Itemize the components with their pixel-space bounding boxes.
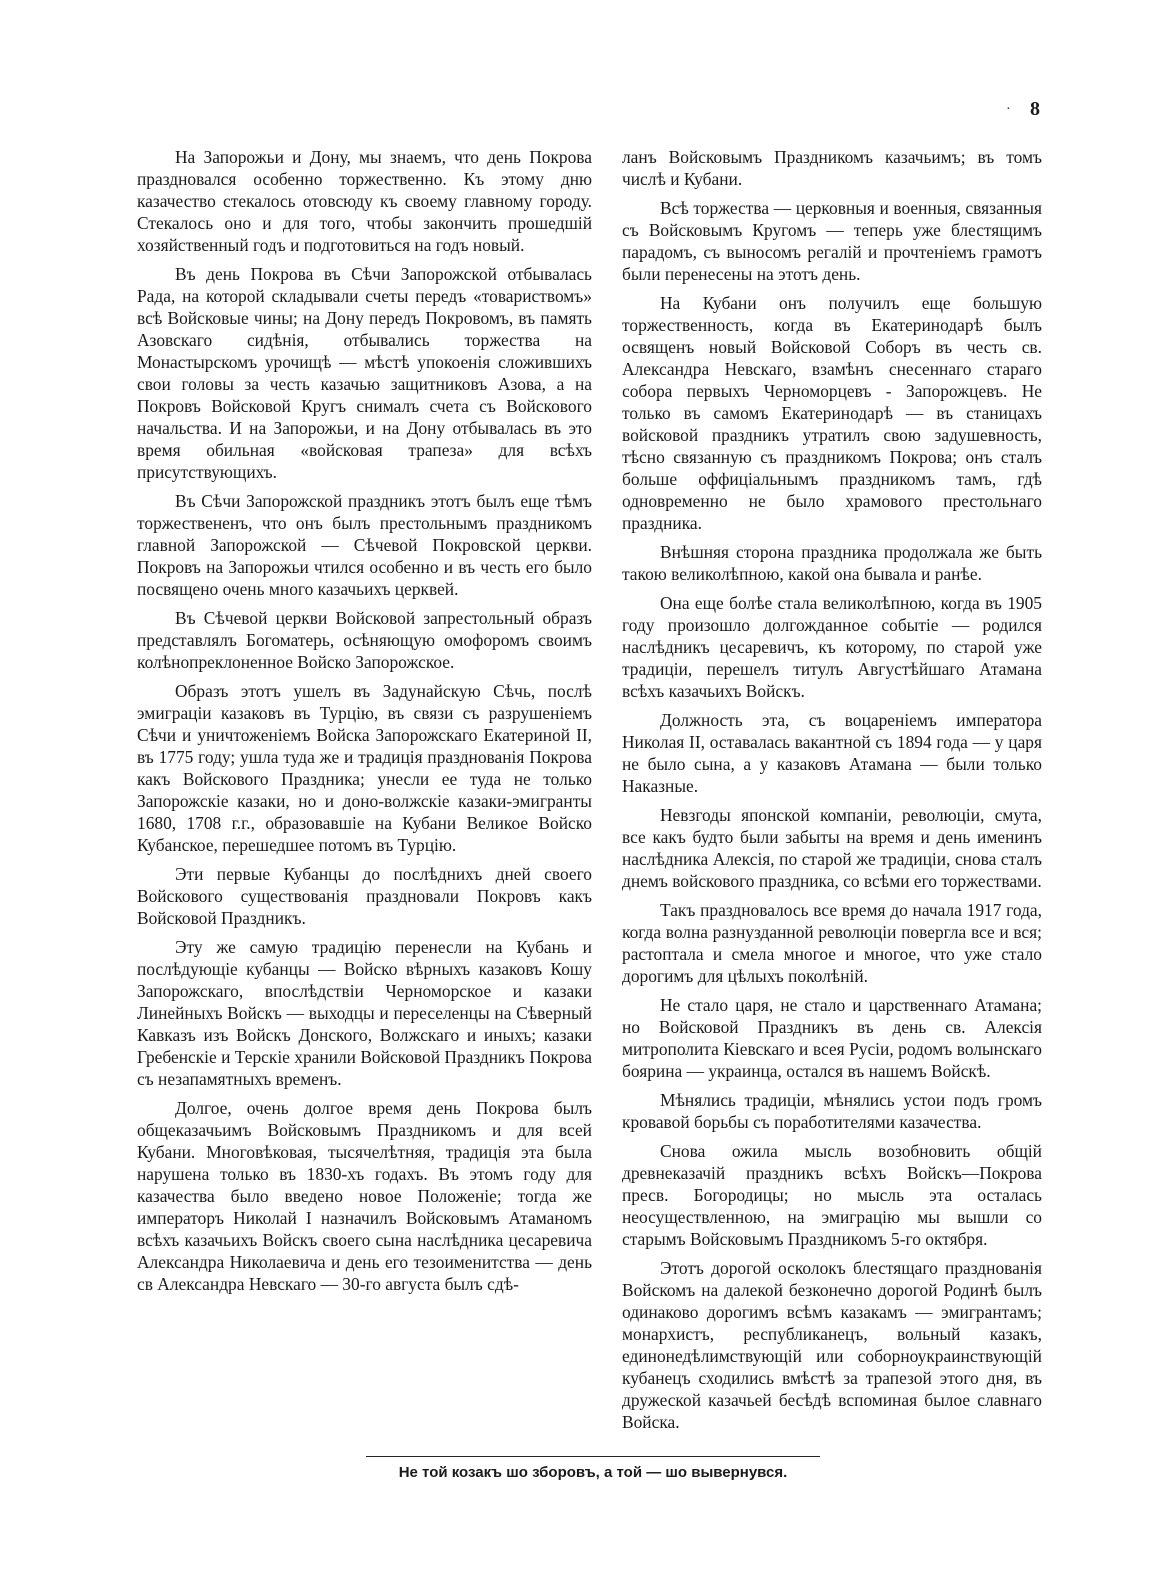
left-column [137,146,592,1302]
paragraph-continuation: ланъ Войсковымъ Праздникомъ казачьимъ; въ томъ числѣ и Кубани. [622,147,1042,189]
page-number: 8 [1030,98,1040,120]
paragraph: Образъ этотъ ушелъ въ Задунайскую Сѣчь, послѣ эмиграціи казаковъ въ Турцію, въ связи съ разрушеніемъ Сѣчи и уничтоженіемъ Войска Запорожскаго Екатериной II, въ 1775 году; ушла туда же и традиція празднованія Покрова какъ Войскового Праздника; унесли ее туда не только Запорожскіе казаки, но и доно-волжскіе казаки-эмигранты 1680, 1708 г.г., образовавшіе на Кубани Великое Войско Кубанское, перешедшее потомъ въ Турцію. [137,681,592,855]
paragraph: Не стало царя, не стало и царственнаго Атамана; но Войсковой Праздникъ въ день св. Алексія митрополита Кіевскаго и всея Русіи, родомъ волынскаго боярина — украинца, остался въ нашемъ Войскѣ. [622,995,1042,1081]
paragraph: Въ Сѣчи Запорожской праздникъ этотъ былъ еще тѣмъ торжествененъ, что онъ былъ престольнымъ праздникомъ главной Запорожской — Сѣчевой Покровской церкви. Покровъ на Запорожьи чтился особенно и въ честь его было посвящено очень много казачьихъ церквей. [137,491,592,599]
page-dot: · [1006,102,1011,117]
paragraph: Эти первые Кубанцы до послѣднихъ дней своего Войскового существованія праздновали Покровъ какъ Войсковой Праздникъ. [137,864,592,928]
paragraph: Такъ праздновалось все время до начала 1917 года, когда волна разнузданной революціи повергла все и вся; растоптала и смела многое и многое, что уже стало дорогимъ для цѣлыхъ поколѣній. [622,900,1042,986]
paragraph: Должность эта, съ воцареніемъ императора Николая II, оставалась вакантной съ 1894 года — у царя не было сына, а у казаковъ Атамана — были только Наказные. [622,710,1042,796]
paragraph: На Запорожьи и Дону, мы знаемъ, что день Покрова праздновался особенно торжественно. Къ этому дню казачество стекалось отовсюду къ своему главному городу. Стекалось оно и для того, чтобы закончить прошедшій хозяйственный годъ и подготовиться на годъ новый. [137,147,592,255]
paragraph: Она еще болѣе стала великолѣпною, когда въ 1905 году произошло долгожданное событіе — родился наслѣдникъ цесаревичъ, къ которому, по старой уже традиціи, перешелъ титулъ Августѣйшаго Атамана всѣхъ казачьихъ Войскъ. [622,593,1042,701]
paragraph: Эту же самую традицію перенесли на Кубань и послѣдующіе кубанцы — Войско вѣрныхъ казаковъ Кошу Запорожскаго, впослѣдствіи Черноморское и казаки Линейныхъ Войскъ — выходцы и переселенцы на Сѣверный Кавказъ изъ Войскъ Донского, Волжскаго и иныхъ; казаки Гребенскіе и Терскіе хранили Войсковой Праздникъ Покрова съ незапамятныхъ временъ. [137,937,592,1089]
paragraph: Этотъ дорогой осколокъ блестящаго празднованія Войскомъ на далекой безконечно дорогой Родинѣ былъ одинаково дорогимъ всѣмъ казакамъ — эмигрантамъ; монархистъ, республиканецъ, вольный казакъ, единонедѣлимствующій или соборноукраинствующій кубанецъ сходились вмѣстѣ за трапезой этого дня, въ дружеской казачьей бесѣдѣ вспоминая былое славнаго Войска. [622,1258,1042,1432]
footer-motto: Не той козакъ шо зборовъ, а той — шо вывернувся. [366,1456,820,1482]
columns [137,146,1042,1440]
right-column [622,146,1042,1440]
paragraph: Мѣнялись традиціи, мѣнялись устои подъ громъ кровавой борьбы съ поработителями казачества. [622,1090,1042,1132]
paragraph: Всѣ торжества — церковныя и военныя, связанныя съ Войсковымъ Кругомъ — теперь уже блестящимъ парадомъ, съ выносомъ регалій и прочтеніемъ грамотъ были перенесены на этотъ день. [622,198,1042,284]
paragraph: Невзгоды японской компаніи, революціи, смута, все какъ будто были забыты на время и день именинъ наслѣдника Алексія, по старой же традиціи, снова сталъ днемъ войскового праздника, со всѣми его торжествами. [622,805,1042,891]
paragraph: Снова ожила мысль возобновить общій древнеказачій праздникъ всѣхъ Войскъ—Покрова пресв. Богородицы; но мысль эта осталась неосуществленною, на эмиграцію мы вышли со старымъ Войсковымъ Праздникомъ 5-го октября. [622,1141,1042,1249]
paragraph: Внѣшняя сторона праздника продолжала же быть такою великолѣпною, какой она бывала и ранѣе. [622,542,1042,584]
paragraph: Въ день Покрова въ Сѣчи Запорожской отбывалась Рада, на которой складывали счеты передъ «товариствомъ» всѣ Войсковые чины; на Дону передъ Покровомъ, въ память Азовскаго сидѣнія, отбывались торжества на Монастырскомъ урочищѣ — мѣстѣ упокоенія сложившихъ свои головы за честь казачью защитниковъ Азова, а на Покровъ Войсковой Кругъ снималъ счета съ Войскового начальства. И на Запорожьи, и на Дону отбывалась въ это время обильная «войсковая трапеза» для всѣхъ присутствующихъ. [137,264,592,482]
paragraph: На Кубани онъ получилъ еще большую торжественность, когда въ Екатеринодарѣ былъ освященъ новый Войсковой Соборъ въ честь св. Александра Невскаго, взамѣнъ снесеннаго стараго собора первыхъ Черноморцевъ - Запорожцевъ. Не только въ самомъ Екатеринодарѣ — въ станицахъ войсковой праздникъ утратилъ свою задушевность, тѣсно связанную съ праздникомъ Покрова; онъ сталъ больше оффиціальнымъ праздникомъ тамъ, гдѣ одновременно не было храмового престольнаго праздника. [622,293,1042,533]
paragraph: Въ Сѣчевой церкви Войсковой запрестольный образъ представлялъ Богоматерь, осѣняющую омофоромъ своимъ колѣнопреклоненное Войско Запорожское. [137,608,592,672]
page-body [137,146,1042,1482]
paragraph: Долгое, очень долгое время день Покрова былъ общеказачьимъ Войсковымъ Праздникомъ и для всей Кубани. Многовѣковая, тысячелѣтняя, традиція эта была нарушена только въ 1830-хъ годахъ. Въ этомъ году для казачества было введено новое Положеніе; тогда же императоръ Николай I назначилъ Войсковымъ Атаманомъ всѣхъ казачьихъ Войскъ своего сына наслѣдника цесаревича Александра Николаевича и день его тезоименитства — день св Александра Невскаго — 30-го августа былъ сдѣ- [137,1098,592,1294]
